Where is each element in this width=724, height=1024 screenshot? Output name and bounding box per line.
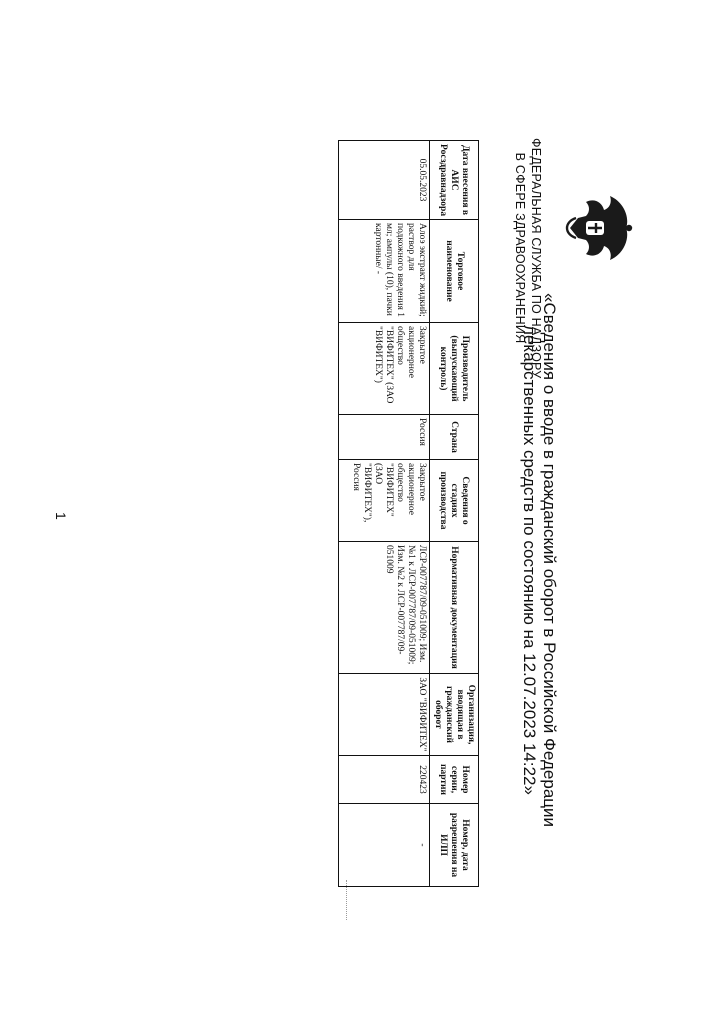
title-line-2: лекарственных средств по состоянию на 12.07.2023 14:22» (520, 325, 539, 795)
cell-normative-doc: ЛСР-007787/09-051009; Изм. №1 к ЛСР-007787/09-051009; Изм. №2 к ЛСР-007787/09-051009 (339, 542, 430, 674)
cell-organization: ЗАО "ВИФИТЕХ" (339, 674, 430, 756)
column-header-date: Дата внесения в АИС Росздравнадзора (430, 141, 479, 220)
cell-country: Россия (339, 415, 430, 460)
cell-stages: Закрытое акционерное общество "ВИФИТЕХ" (ЗАО "ВИФИТЕХ"), Россия (339, 460, 430, 542)
table-row (339, 141, 430, 887)
cell-batch: 220423 (339, 756, 430, 804)
column-header-manufacturer: Производитель (выпускающий контроль) (430, 323, 479, 415)
cell-date: 05.05.2023 (339, 141, 430, 220)
column-header-trade-name: Торговое наименование (430, 220, 479, 323)
column-header-organization: Организация, вводящая в гражданский оборот (430, 674, 479, 756)
agency-line-1: ФЕДЕРАЛЬНАЯ СЛУЖБА ПО НАДЗОРУ (529, 138, 543, 379)
drug-register-table (338, 140, 479, 887)
scan-artifact (346, 880, 350, 920)
agency-line-2: В СФЕРЕ ЗДРАВООХРАНЕНИЯ (513, 152, 527, 344)
page-number: 1 (53, 512, 69, 520)
cell-trade-name: Алоэ экстракт жидкий; раствор для подкожного введения 1 мл; ампулы (10), пачки картонные/ - (339, 220, 430, 323)
title-line-1: «Сведения о вводе в гражданский оборот в Российской Федерации (540, 292, 559, 828)
table-header-row (430, 141, 479, 887)
column-header-permit: Номер, дата разрешения на ИЛП (430, 804, 479, 887)
document-title (519, 240, 559, 880)
cell-permit: - (339, 804, 430, 887)
column-header-country: Страна (430, 415, 479, 460)
cell-manufacturer: Закрытое акционерное общество "ВИФИТЕХ" (ЗАО "ВИФИТЕХ") (339, 323, 430, 415)
double-headed-eagle-emblem-icon (554, 188, 634, 268)
column-header-stages: Сведения о стадиях производства (430, 460, 479, 542)
column-header-batch: Номер серии, партии (430, 756, 479, 804)
column-header-normative-doc: Нормативная документация (430, 542, 479, 674)
